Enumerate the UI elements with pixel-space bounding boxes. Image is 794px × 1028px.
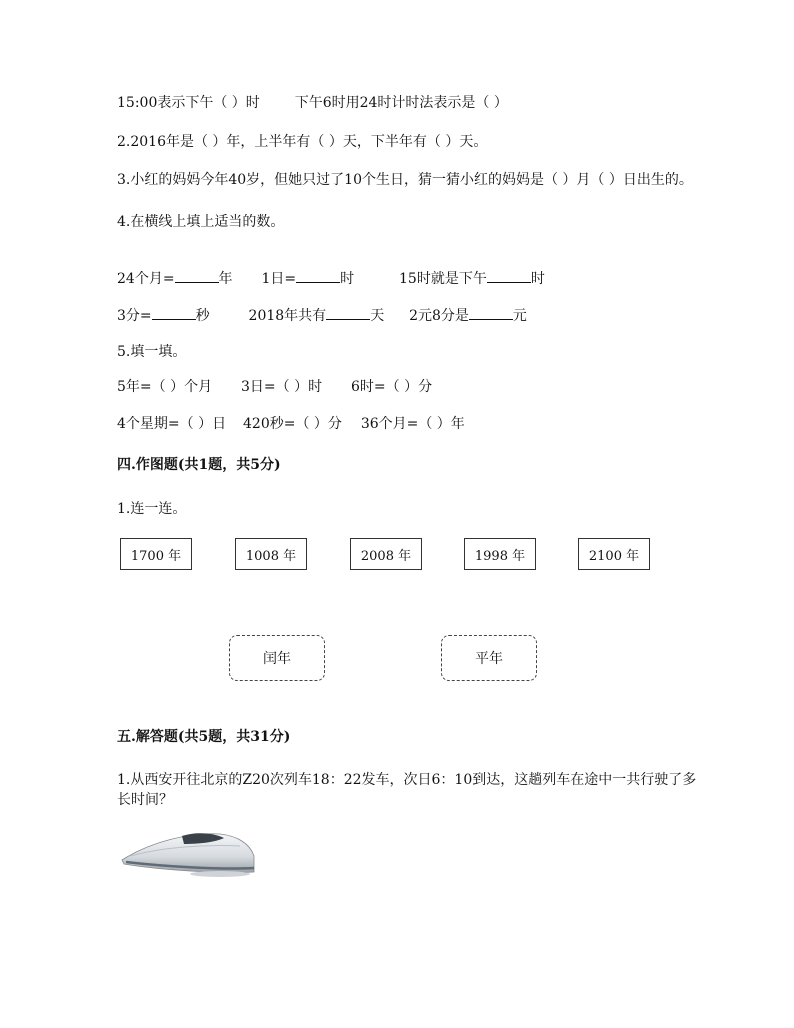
fill-row-1 bbox=[117, 268, 545, 289]
year-label: 1700 年 bbox=[130, 548, 182, 564]
target-label: 平年 bbox=[475, 651, 503, 667]
section4-title: 四.作图题(共1题，共5分) bbox=[117, 457, 281, 473]
year-label: 2100 年 bbox=[588, 548, 640, 564]
row4-b: 420秒=（ ）分 bbox=[243, 416, 342, 432]
row3-c: 6时=（ ）分 bbox=[351, 379, 433, 395]
row3-b: 3日=（ ）时 bbox=[241, 379, 323, 395]
year-box-1700[interactable] bbox=[120, 538, 192, 570]
fill-row-3 bbox=[117, 377, 432, 397]
row2-c-suffix: 元 bbox=[512, 308, 527, 324]
high-speed-train-icon bbox=[120, 826, 256, 884]
common-year-target[interactable] bbox=[441, 635, 537, 681]
answer-blank[interactable] bbox=[469, 305, 513, 320]
row1-a-suffix: 年 bbox=[218, 271, 233, 287]
row3-a: 5年=（ ）个月 bbox=[117, 379, 213, 395]
row1-b-prefix: 1日= bbox=[261, 271, 297, 287]
q1-line bbox=[117, 93, 508, 113]
row1-a-prefix: 24个月= bbox=[117, 271, 175, 287]
row1-c-prefix: 15时就是下午 bbox=[399, 271, 487, 287]
answer-blank[interactable] bbox=[152, 305, 196, 320]
row2-b-prefix: 2018年共有 bbox=[248, 308, 327, 324]
year-box-1998[interactable] bbox=[464, 538, 536, 570]
year-box-2100[interactable] bbox=[578, 538, 650, 570]
q1-part-a: 15:00表示下午（ ）时 bbox=[117, 95, 260, 111]
row4-c: 36个月=（ ）年 bbox=[360, 416, 465, 432]
answer-blank[interactable] bbox=[487, 268, 531, 283]
section5-title: 五.解答题(共5题，共31分) bbox=[117, 729, 291, 745]
row2-b-suffix: 天 bbox=[370, 308, 385, 324]
q3-line: 3.小红的妈妈今年40岁，但她只过了10个生日，猜一猜小红的妈妈是（ ）月（ ）日出生的。 bbox=[117, 172, 693, 188]
section5-q1: 1.从西安开往北京的Z20次列车18：22发车，次日6：10到达，这趟列车在途中一共行驶了多长时间？ bbox=[117, 772, 697, 808]
q2-line: 2.2016年是（ ）年，上半年有（ ）天，下半年有（ ）天。 bbox=[117, 134, 488, 150]
year-label: 2008 年 bbox=[360, 548, 412, 564]
q5-line: 5.填一填。 bbox=[117, 344, 187, 360]
q4-line: 4.在横线上填上适当的数。 bbox=[117, 214, 285, 230]
fill-row-2 bbox=[117, 305, 527, 326]
row4-a: 4个星期=（ ）日 bbox=[117, 416, 227, 432]
year-label: 1998 年 bbox=[474, 548, 526, 564]
year-box-1008[interactable] bbox=[235, 538, 307, 570]
row1-c-suffix: 时 bbox=[530, 271, 545, 287]
fill-row-4 bbox=[117, 414, 465, 434]
section4-q1: 1.连一连。 bbox=[117, 501, 187, 517]
leap-year-target[interactable] bbox=[229, 635, 325, 681]
answer-blank[interactable] bbox=[296, 268, 340, 283]
row2-a-prefix: 3分= bbox=[117, 308, 152, 324]
row2-c-prefix: 2元8分是 bbox=[409, 308, 469, 324]
answer-blank[interactable] bbox=[326, 305, 370, 320]
row1-b-suffix: 时 bbox=[340, 271, 355, 287]
year-label: 1008 年 bbox=[245, 548, 297, 564]
q1-part-b: 下午6时用24时计时法表示是（ ） bbox=[294, 95, 508, 111]
answer-blank[interactable] bbox=[175, 268, 219, 283]
row2-a-suffix: 秒 bbox=[195, 308, 210, 324]
target-label: 闰年 bbox=[263, 651, 291, 667]
year-box-2008[interactable] bbox=[350, 538, 422, 570]
